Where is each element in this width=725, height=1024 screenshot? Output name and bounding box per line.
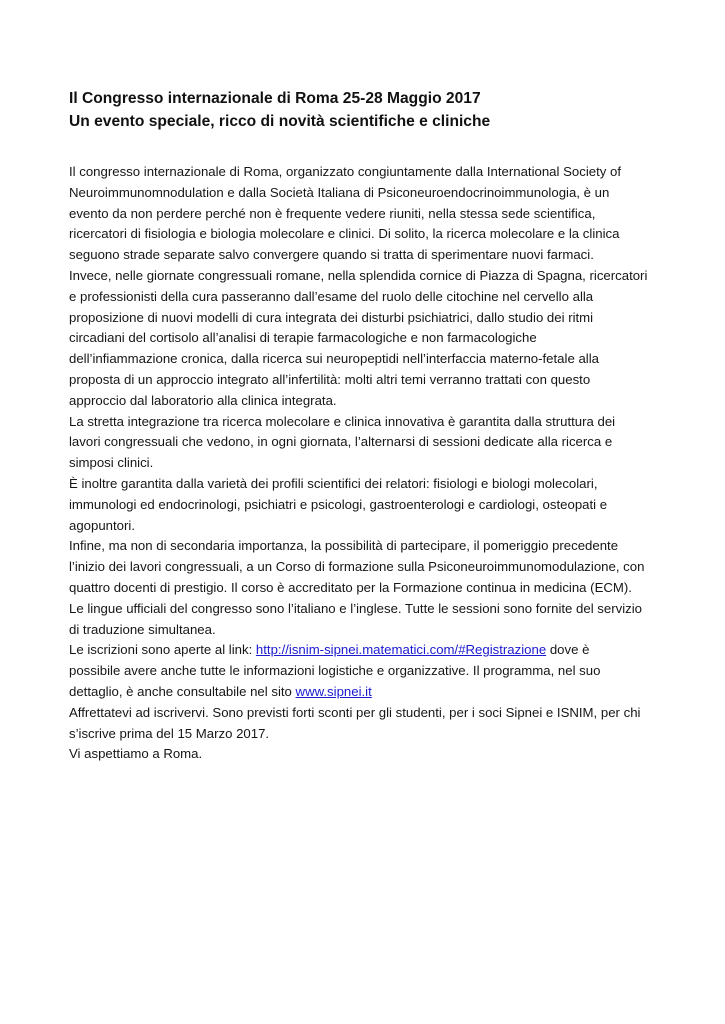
body-line: dell’infiammazione cronica, dalla ricerca sui neuropeptidi nell’interfaccia materno-fetale alla bbox=[69, 351, 599, 367]
document-title: Il Congresso internazionale di Roma 25-28 Maggio 2017 bbox=[69, 90, 481, 107]
body-line: evento da non perdere perché non è frequente vedere riuniti, nella stessa sede scientifica, bbox=[69, 205, 596, 221]
body-line: approccio dal laboratorio alla clinica integrata. bbox=[69, 392, 337, 408]
registration-text: Le iscrizioni sono aperte al link: bbox=[69, 642, 256, 658]
registration-text-after: dove è bbox=[546, 642, 590, 658]
body-line: proposta di un approccio integrato all’infertilità: molti altri temi verranno trattati con questo bbox=[69, 371, 591, 387]
body-line: La stretta integrazione tra ricerca molecolare e clinica innovativa è garantita dalla struttura dei bbox=[69, 413, 616, 429]
body-line: possibile avere anche tutte le informazioni logistiche e organizzative. Il programma, nel suo bbox=[69, 663, 601, 679]
body-line: di traduzione simultanea. bbox=[69, 621, 216, 637]
body-line: lavori congressuali che vedono, in ogni giornata, l’alternarsi di sessioni dedicate alla ricerca e bbox=[69, 434, 613, 450]
body-line: agopuntori. bbox=[69, 517, 135, 533]
site-link[interactable]: www.sipnei.it bbox=[295, 683, 372, 699]
document-body bbox=[69, 162, 659, 765]
document-content bbox=[69, 87, 659, 765]
body-line: quattro docenti di prestigio. Il corso è accreditato per la Formazione continua in medicina (ECM). bbox=[69, 579, 632, 595]
body-line: Affrettatevi ad iscrivervi. Sono previsti forti sconti per gli studenti, per i soci Sipnei e ISNIM, per chi bbox=[69, 704, 641, 720]
registration-line bbox=[69, 640, 659, 661]
body-line: Infine, ma non di secondaria importanza, la possibilità di partecipare, il pomeriggio precedente bbox=[69, 538, 619, 554]
body-line: ricercatori di fisiologia e biologia molecolare e clinici. Di solito, la ricerca molecolare e la clinica bbox=[69, 226, 620, 242]
site-line bbox=[69, 682, 659, 703]
body-line: Il congresso internazionale di Roma, organizzato congiuntamente dalla International Society of bbox=[69, 164, 622, 179]
body-line: s’iscrive prima del 15 Marzo 2017. bbox=[69, 725, 270, 741]
registration-link[interactable]: http://isnim-sipnei.matematici.com/#Registrazione bbox=[255, 642, 547, 658]
site-text: dettaglio, è anche consultabile nel sito bbox=[69, 683, 296, 699]
body-line: seguono strade separate salvo convergere quando si tratta di sperimentare nuovi farmaci. bbox=[69, 247, 594, 263]
body-line: È inoltre garantita dalla varietà dei profili scientifici dei relatori: fisiologi e biologi molecolari, bbox=[69, 475, 598, 491]
body-line: e professionisti della cura passeranno dall’esame del ruolo delle citochine nel cervello alla bbox=[69, 288, 594, 304]
body-line: l’inizio dei lavori congressuali, a un Corso di formazione sulla Psiconeuroimmunomodulazione, con bbox=[69, 559, 645, 575]
body-line: proposizione di nuovi modelli di cura integrata dei disturbi psichiatrici, dallo studio dei ritmi bbox=[69, 309, 594, 325]
body-line: Vi aspettiamo a Roma. bbox=[69, 746, 203, 762]
body-line: immunologi ed endocrinologi, psichiatri e psicologi, gastroenterologi e cardiologi, osteopati e bbox=[69, 496, 608, 512]
document-subtitle: Un evento speciale, ricco di novità scientifiche e cliniche bbox=[69, 113, 491, 130]
body-line: Invece, nelle giornate congressuali romane, nella splendida cornice di Piazza di Spagna, ricercatori bbox=[69, 267, 648, 283]
body-line: Neuroimmunomnodulation e dalla Società Italiana di Psiconeuroendocrinoimmunologia, è un bbox=[69, 184, 610, 200]
body-line: simposi clinici. bbox=[69, 455, 154, 471]
body-line: Le lingue ufficiali del congresso sono l’italiano e l’inglese. Tutte le sessioni sono fornite del servizio bbox=[69, 600, 643, 616]
body-line: circadiani del cortisolo all’analisi di terapie farmacologiche e non farmacologiche bbox=[69, 330, 537, 346]
